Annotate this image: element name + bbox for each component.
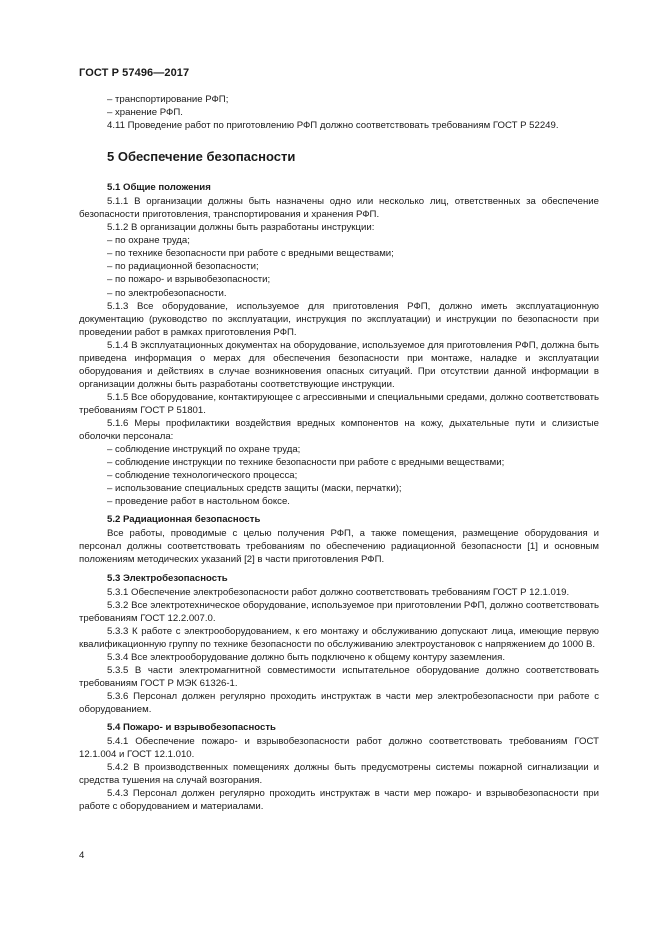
paragraph: – по радиационной безопасности; — [107, 261, 259, 273]
document-body — [79, 93, 599, 813]
paragraph: – использование специальных средств защиты (маски, перчатки); — [107, 483, 402, 495]
paragraph: 5.3.3 К работе с электрооборудованием, к его монтажу и обслуживанию допускают лица, имеющие первую квалификационную группу по технике безопасности по обслуживанию электроустановок с напряжением до 1000 В. — [79, 625, 599, 650]
page-number: 4 — [79, 850, 85, 861]
paragraph: 4.11 Проведение работ по приготовлению РФП должно соответствовать требованиям ГОСТ Р 52249. — [107, 120, 559, 132]
paragraph: – проведение работ в настольном боксе. — [107, 496, 290, 508]
paragraph: 5.1.2 В организации должны быть разработаны инструкции: — [107, 222, 375, 234]
paragraph: – соблюдение инструкции по технике безопасности при работе с вредными веществами; — [107, 457, 505, 469]
paragraph: 5.3.5 В части электромагнитной совместимости испытательное оборудование должно соответствовать требованиям ГОСТ Р МЭК 61326-1. — [79, 664, 599, 689]
standard-header: ГОСТ Р 57496—2017 — [79, 67, 190, 79]
paragraph: – по электробезопасности. — [107, 287, 227, 299]
paragraph: 5.4.3 Персонал должен регулярно проходить инструктаж в части мер пожаро- и взрывобезопасности при работе с оборудованием и материалами. — [79, 788, 599, 813]
paragraph: 5.4.2 В производственных помещениях должны быть предусмотрены системы пожарной сигнализации и средства тушения на случай возгорания. — [79, 762, 599, 787]
section-heading: 5 Обеспечение безопасности — [107, 149, 296, 165]
paragraph: – по пожаро- и взрывобезопасности; — [107, 274, 271, 286]
paragraph: Все работы, проводимые с целью получения РФП, а также помещения, размещение оборудования и персонал должны соответствовать требованиям по обеспечению радиационной безопасности [1] и основным положениям методических указаний [2] в части приготовления РФП. — [79, 528, 599, 566]
paragraph: 5.1.3 Все оборудование, используемое для приготовления РФП, должно иметь эксплуатационную документацию (руководство по эксплуатации, инструкция по эксплуатации) и инструкции по безопасности при проведении работ в рамках приготовления РФП. — [79, 300, 599, 338]
paragraph: – по технике безопасности при работе с вредными веществами; — [107, 248, 394, 260]
paragraph: 5.1.4 В эксплуатационных документах на оборудование, используемое для приготовления РФП, должна быть приведена информация о мерах для обеспечения безопасности при монтаже, наладке и эксплуатации оборудования и действиях в случае возникновения опасных ситуаций. При отсутствии данной информации в организации должны быть разработаны соответствующие инструкции. — [79, 339, 599, 390]
paragraph: 5.1.1 В организации должны быть назначены одно или несколько лиц, ответственных за обеспечение безопасности приготовления, транспортирования и хранения РФП. — [79, 196, 599, 221]
paragraph: 5.3.1 Обеспечение электробезопасности работ должно соответствовать требованиям ГОСТ Р 12.1.019. — [107, 586, 570, 598]
paragraph: – соблюдение технологического процесса; — [107, 470, 298, 482]
paragraph: – хранение РФП. — [107, 107, 183, 119]
paragraph: 5.1.5 Все оборудование, контактирующее с агрессивными и специальными средами, должно соответствовать требованиям ГОСТ Р 51801. — [79, 391, 599, 416]
paragraph: – соблюдение инструкций по охране труда; — [107, 444, 301, 456]
paragraph: 5.3.6 Персонал должен регулярно проходить инструктаж в части мер электробезопасности при работе с оборудованием. — [79, 690, 599, 715]
paragraph: – транспортирование РФП; — [107, 94, 229, 105]
paragraph: 5.1.6 Меры профилактики воздействия вредных компонентов на кожу, дыхательные пути и слизистые оболочки персонала: — [79, 417, 599, 443]
subsection-heading: 5.3 Электробезопасность — [107, 572, 228, 584]
paragraph: – по охране труда; — [107, 235, 190, 247]
subsection-heading: 5.2 Радиационная безопасность — [107, 514, 261, 526]
subsection-heading: 5.1 Общие положения — [107, 182, 211, 194]
paragraph: 5.3.2 Все электротехническое оборудование, используемое при приготовлении РФП, должно соответствовать требованиям ГОСТ 12.2.007.0. — [79, 599, 599, 624]
paragraph: 5.3.4 Все электрооборудование должно быть подключено к общему контуру заземления. — [107, 651, 505, 663]
paragraph: 5.4.1 Обеспечение пожаро- и взрывобезопасности работ должно соответствовать требованиям ГОСТ 12.1.004 и ГОСТ 12.1.010. — [79, 736, 599, 761]
subsection-heading: 5.4 Пожаро- и взрывобезопасность — [107, 722, 276, 734]
